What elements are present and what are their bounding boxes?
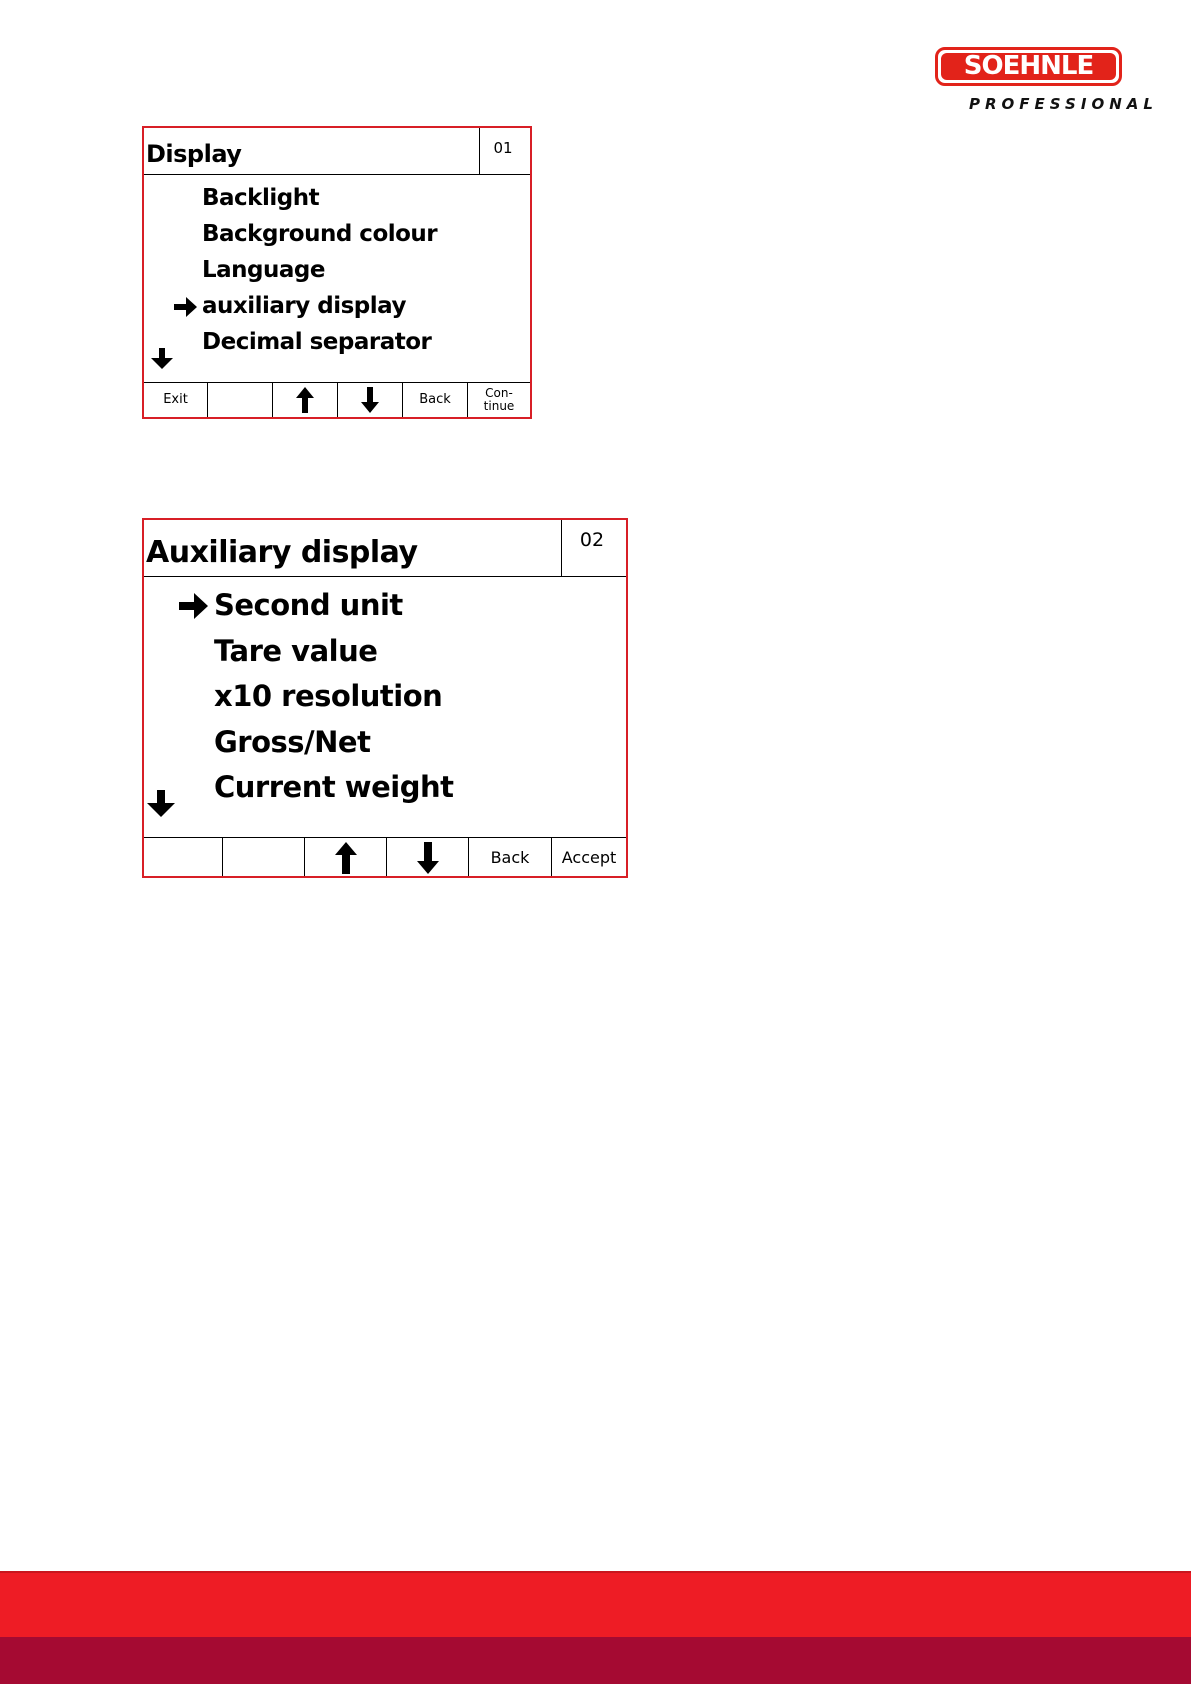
menu-item-language[interactable]: Language: [202, 257, 325, 283]
accept-softkey[interactable]: Accept: [561, 848, 617, 868]
auxiliary-display-screen: [142, 518, 628, 878]
menu-item-second-unit[interactable]: Second unit: [214, 588, 403, 622]
menu-item-x10-resolution[interactable]: x10 resolution: [214, 679, 443, 713]
screen-number: 01: [493, 139, 513, 157]
down-softkey[interactable]: [338, 383, 402, 417]
screen-title: Display: [146, 140, 242, 168]
scroll-more-arrow-icon: [150, 348, 174, 370]
soehnle-logo: [935, 47, 1158, 115]
header-separator: [144, 576, 626, 577]
blank-softkey-2[interactable]: [223, 838, 304, 878]
footer-bottom-strip: [0, 1637, 1191, 1684]
exit-softkey[interactable]: Exit: [163, 391, 188, 407]
display-menu-screen: [142, 126, 532, 419]
menu-item-background-colour[interactable]: Background colour: [202, 221, 438, 247]
continue-line-1: Con-: [485, 385, 513, 400]
logo-badge: [935, 47, 1122, 86]
blank-softkey[interactable]: [208, 383, 272, 417]
up-softkey[interactable]: [305, 838, 386, 878]
header-separator: [144, 174, 530, 175]
continue-softkey[interactable]: [468, 383, 530, 417]
menu-item-gross-net[interactable]: Gross/Net: [214, 725, 371, 759]
menu-item-auxiliary-display[interactable]: auxiliary display: [202, 293, 406, 319]
menu-item-tare-value[interactable]: Tare value: [214, 634, 378, 668]
arrow-up-icon: [295, 387, 315, 413]
up-softkey[interactable]: [273, 383, 337, 417]
logo-subtitle: PROFESSIONAL: [969, 95, 1158, 113]
arrow-down-icon: [416, 842, 440, 874]
screen-title: Auxiliary display: [146, 535, 418, 570]
arrow-up-icon: [334, 842, 358, 874]
back-softkey[interactable]: Back: [419, 391, 451, 407]
menu-item-backlight[interactable]: Backlight: [202, 185, 320, 211]
logo-brand-text: SOEHNLE: [941, 53, 1116, 80]
footer-bar: [0, 1571, 1191, 1637]
selection-arrow-icon: [179, 592, 209, 620]
continue-line-2: tinue: [483, 399, 515, 413]
menu-item-decimal-separator[interactable]: Decimal separator: [202, 329, 432, 355]
scroll-more-arrow-icon: [146, 790, 176, 818]
down-softkey[interactable]: [387, 838, 468, 878]
arrow-down-icon: [360, 387, 380, 413]
screen-number: 02: [579, 529, 605, 551]
menu-item-current-weight[interactable]: Current weight: [214, 770, 454, 804]
selection-arrow-icon: [174, 296, 198, 318]
back-softkey[interactable]: Back: [490, 848, 530, 868]
blank-softkey-1[interactable]: [144, 838, 222, 878]
